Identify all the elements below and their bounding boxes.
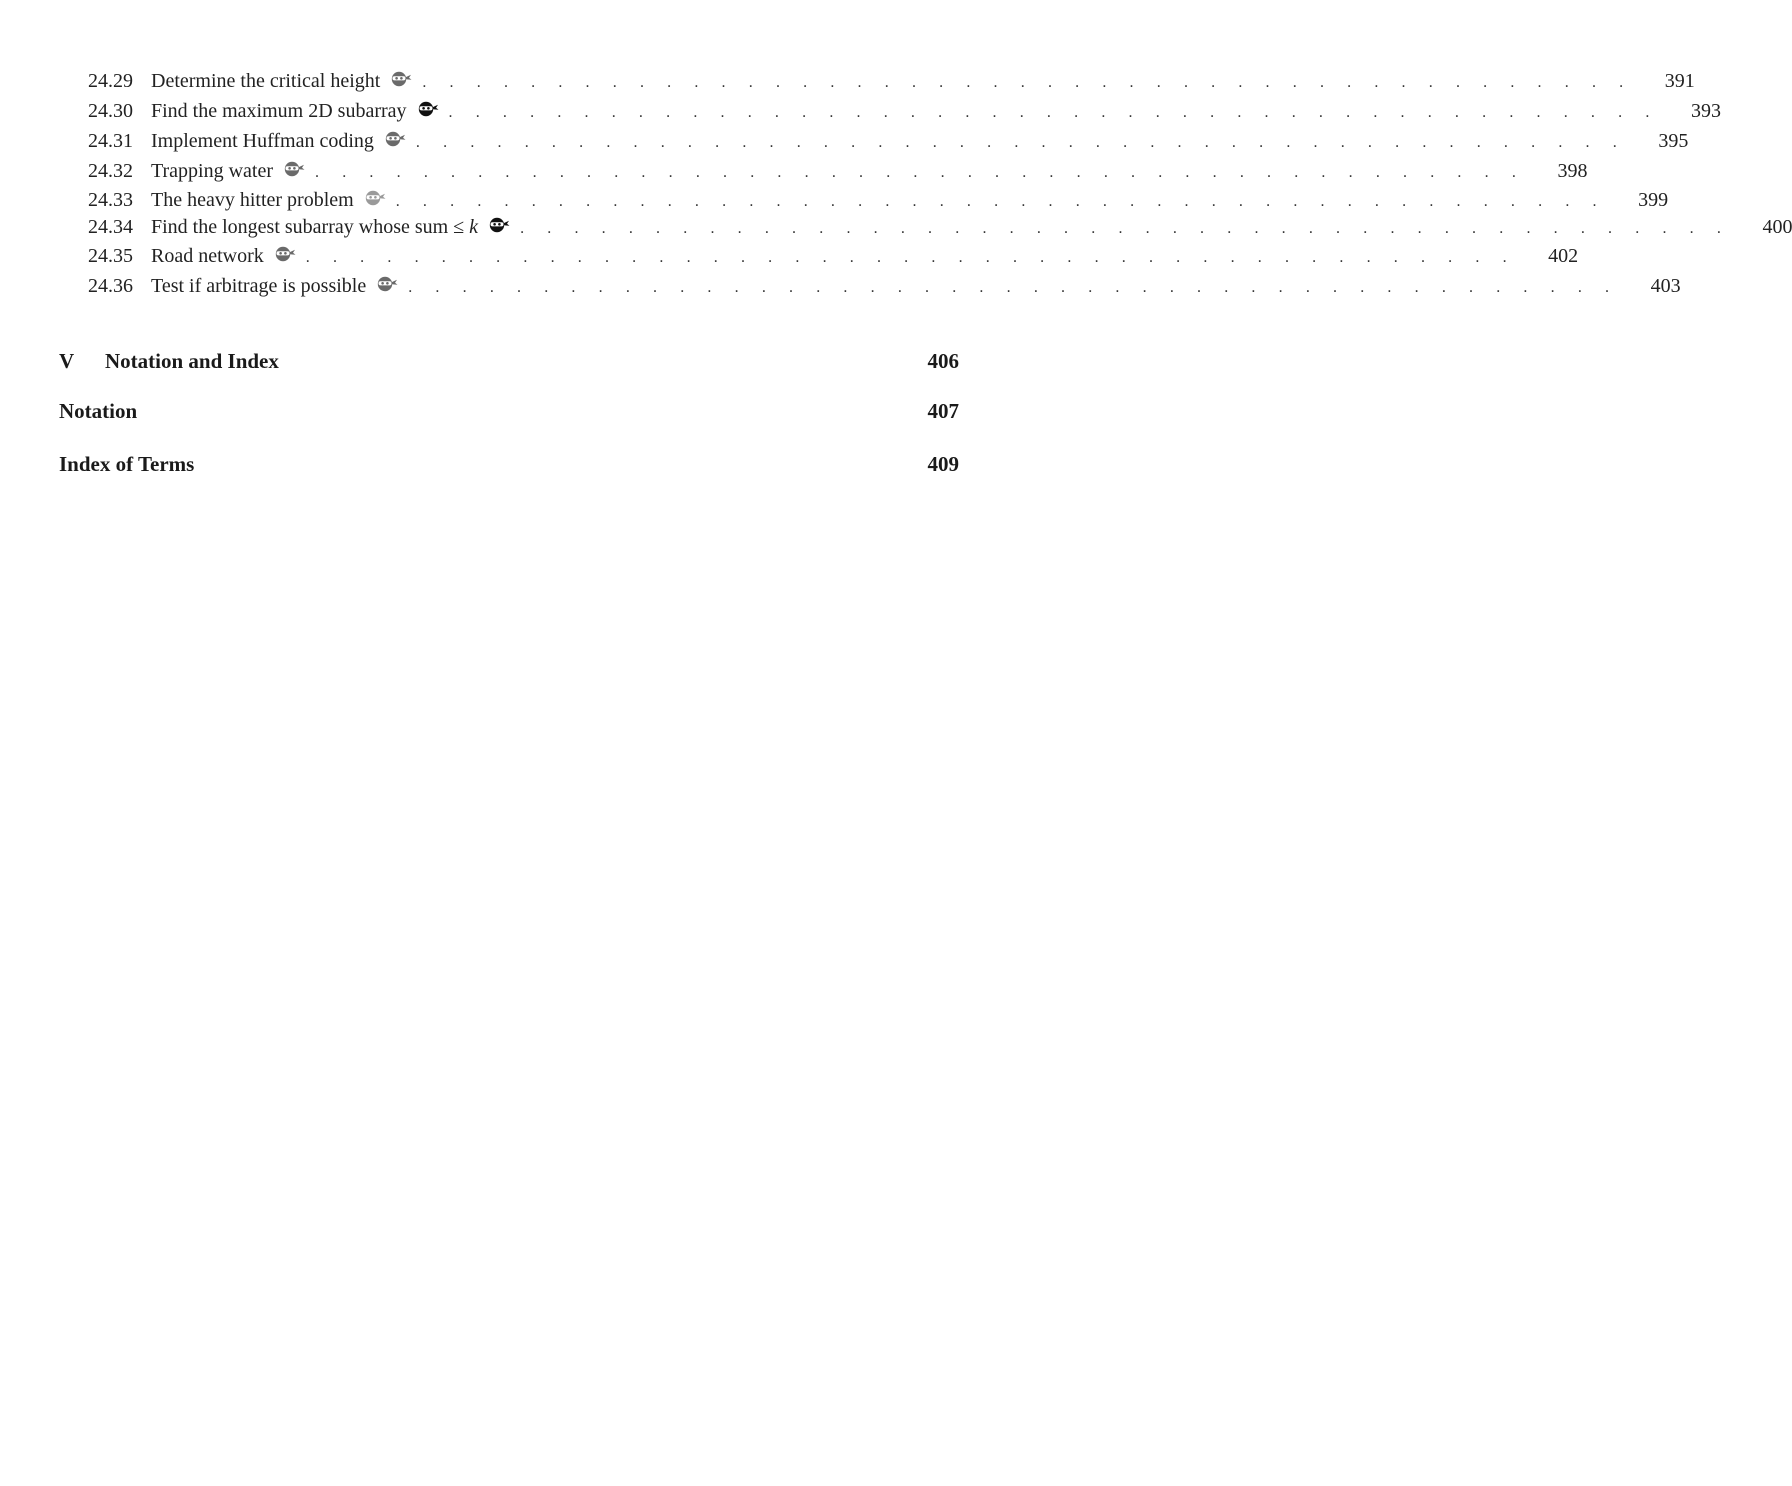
dot-leader: . . . . . . . . . . . . . . . . . . . . . . . . . . . . . . . . . . . . . . . . . . . . . [305,249,1517,266]
dot-leader: . . . . . . . . . . . . . . . . . . . . . . . . . . . . . . . . . . . . . . . . . . . . . [408,279,1619,296]
chapter-page: 407 [927,399,959,423]
toc-entry-number: 24.36 [88,275,133,297]
toc-entry-title: Road network [151,245,264,267]
toc-entry[interactable] [88,187,1669,213]
toc-entry-page: 398 [1557,160,1588,182]
toc-entry[interactable] [88,243,1579,269]
toc-chapter-notation[interactable] [59,396,959,426]
ninja-icon [488,217,510,233]
toc-entry-title: Implement Huffman coding [151,130,374,152]
toc-entry-number: 24.29 [88,70,133,92]
ninja-icon [283,161,305,177]
toc-entry[interactable] [88,98,1721,124]
ninja-icon [417,101,439,117]
toc-chapter-index-of-terms[interactable] [59,449,959,479]
toc-entry-number: 24.30 [88,100,133,122]
toc-entry[interactable] [88,68,1695,94]
dot-leader: . . . . . . . . . . . . . . . . . . . . . . . . . . . . . . . . . . . . . . . . . . . . . [422,74,1633,91]
toc-entry[interactable] [88,128,1689,154]
dot-leader: . . . . . . . . . . . . . . . . . . . . . . . . . . . . . . . . . . . . . . . . . . . . . [415,134,1627,151]
toc-entry-page: 393 [1690,100,1721,122]
toc-entry[interactable] [88,214,1792,240]
toc-entry-number: 24.35 [88,245,133,267]
toc-entry-title: Test if arbitrage is possible [151,275,367,297]
ninja-icon [384,131,406,147]
toc-entry-page: 391 [1664,70,1695,92]
toc-entry[interactable] [88,158,1588,184]
toc-entry-title: Trapping water [151,160,274,182]
toc-entry-page: 399 [1638,189,1669,211]
ninja-icon [376,276,398,292]
part-title: Notation and Index [105,349,279,373]
ninja-icon [274,246,296,262]
toc-entry-number: 24.34 [88,216,133,238]
toc-entry-number: 24.32 [88,160,133,182]
toc-part-heading[interactable] [59,346,959,376]
math-variable-k: k [469,216,479,238]
toc-entry-title-text: Find the longest subarray whose sum ≤ [151,216,470,238]
toc-entry-number: 24.33 [88,189,133,211]
toc-entry-title: Find the maximum 2D subarray [151,100,407,122]
chapter-title: Notation [59,399,138,423]
toc-entry-title: Determine the critical height [151,70,381,92]
ninja-icon [390,71,412,87]
toc-entry-page: 403 [1650,275,1681,297]
toc-entry-page: 400 [1762,216,1792,238]
toc-entry[interactable] [88,273,1681,299]
dot-leader: . . . . . . . . . . . . . . . . . . . . . . . . . . . . . . . . . . . . . . . . . . . . . [520,220,1731,237]
toc-entry-page: 395 [1658,130,1689,152]
toc-entry-number: 24.31 [88,130,133,152]
toc-entry-title: The heavy hitter problem [151,189,354,211]
part-number: V [59,349,75,373]
chapter-title: Index of Terms [59,452,195,476]
dot-leader: . . . . . . . . . . . . . . . . . . . . . . . . . . . . . . . . . . . . . . . . . . . . . [448,104,1659,121]
toc-entry-title [151,214,478,240]
ninja-icon [364,190,386,206]
dot-leader: . . . . . . . . . . . . . . . . . . . . . . . . . . . . . . . . . . . . . . . . . . . . . [395,193,1607,210]
toc-entry-page: 402 [1548,245,1579,267]
chapter-page: 409 [927,452,959,476]
dot-leader: . . . . . . . . . . . . . . . . . . . . . . . . . . . . . . . . . . . . . . . . . . . . . [315,164,1526,181]
part-page: 406 [927,349,959,373]
